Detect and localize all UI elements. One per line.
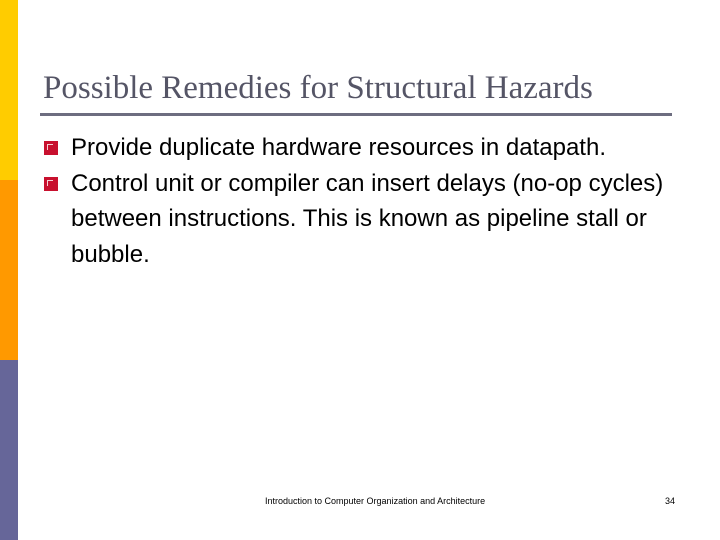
- side-bar-purple: [0, 360, 18, 540]
- title-underline: [40, 113, 672, 116]
- slide-title: Possible Remedies for Structural Hazards: [43, 70, 593, 106]
- footer-text: Introduction to Computer Organization and Architecture: [265, 496, 486, 506]
- bullet-text: Control unit or compiler can insert delays (no-op cycles) between instructions. This is known as pipeline stall or bubble.: [71, 169, 664, 268]
- side-bar-orange: [0, 180, 18, 360]
- square-bullet-icon: [44, 177, 58, 191]
- page-number: 34: [665, 496, 676, 506]
- bullet-item: [44, 130, 684, 166]
- square-bullet-icon: [44, 141, 58, 155]
- bullet-list: [44, 130, 684, 272]
- bullet-text: Provide duplicate hardware resources in datapath.: [71, 134, 606, 161]
- bullet-item: [44, 166, 684, 273]
- side-bar-yellow: [0, 0, 18, 180]
